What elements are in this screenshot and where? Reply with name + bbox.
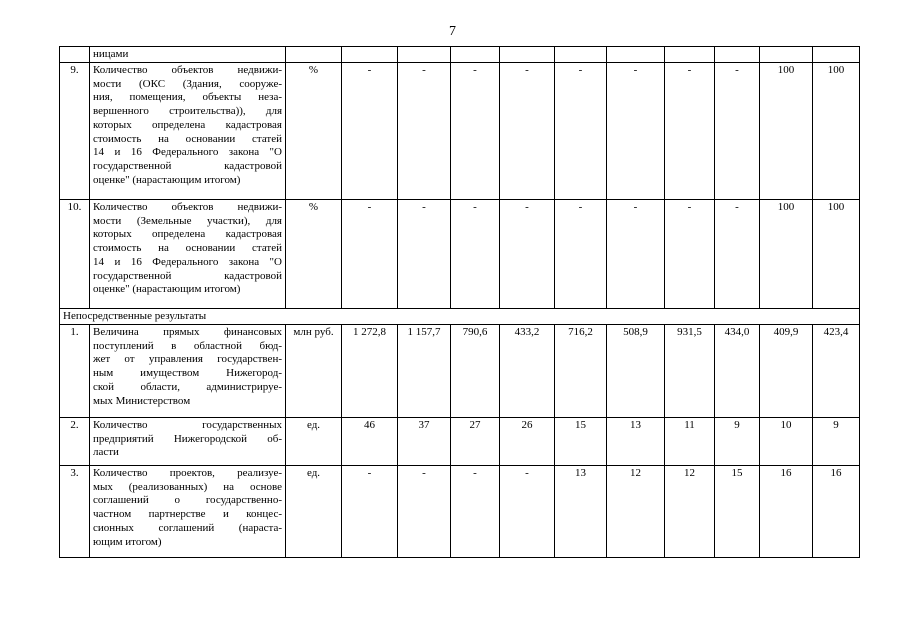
table-row (60, 418, 860, 466)
row-number: 10. (60, 200, 90, 309)
indicator-name-line: оценке" (нарастающим итогом) (93, 283, 241, 296)
value-cell (665, 47, 715, 63)
indicator-name-line: Количество проектов, реализуе- (93, 467, 282, 479)
value-cell: 16 (760, 466, 813, 558)
indicator-name (90, 325, 286, 418)
indicator-name-line: которых определена кадастровая (93, 228, 282, 241)
value-cell: 100 (813, 200, 860, 309)
row-number (60, 47, 90, 63)
value-cell: 12 (665, 466, 715, 558)
indicator-name-line: ющим итогом) (93, 535, 162, 548)
indicator-name-line: 14 и 16 Федерального закона "О (93, 146, 282, 159)
value-cell (715, 47, 760, 63)
indicator-name-line: государственной кадастровой (93, 269, 282, 282)
table-row (60, 325, 860, 418)
indicator-name-line: предприятий Нижегородской об- (93, 432, 282, 445)
value-cell: - (665, 200, 715, 309)
unit-cell: ед. (286, 466, 342, 558)
value-cell: 433,2 (500, 325, 555, 418)
value-cell: - (342, 466, 398, 558)
value-cell (500, 47, 555, 63)
value-cell: - (607, 200, 665, 309)
value-cell: 15 (715, 466, 760, 558)
value-cell: 13 (607, 418, 665, 466)
value-cell: - (665, 63, 715, 200)
indicator-name-line: Величина прямых финансовых (93, 326, 282, 338)
indicator-name-line: Количество объектов недвижи- (93, 64, 282, 76)
indicator-name-line: сионных соглашений (нараста- (93, 521, 282, 534)
unit-cell (286, 47, 342, 63)
section-row (60, 309, 860, 325)
value-cell: 716,2 (555, 325, 607, 418)
indicator-name-line: государственной кадастровой (93, 159, 282, 172)
unit-cell: % (286, 63, 342, 200)
indicator-name-line: ным имуществом Нижегород- (93, 367, 282, 380)
indicator-name-line: вершенного строительства)), для (93, 105, 282, 118)
value-cell: 46 (342, 418, 398, 466)
value-cell: 1 157,7 (398, 325, 451, 418)
indicator-name-line: поступлений в областной бюд- (93, 339, 282, 352)
indicators-table (59, 46, 860, 558)
value-cell: - (398, 200, 451, 309)
row-number: 1. (60, 325, 90, 418)
indicator-name-line: Количество объектов недвижи- (93, 201, 282, 213)
value-cell: - (398, 63, 451, 200)
indicator-name-line: соглашений о государственно- (93, 494, 282, 507)
value-cell: 15 (555, 418, 607, 466)
indicator-name-line: мости (ОКС (Здания, сооруже- (93, 77, 282, 90)
value-cell: 11 (665, 418, 715, 466)
value-cell: - (500, 200, 555, 309)
indicator-name-line: оценке" (нарастающим итогом) (93, 173, 241, 186)
value-cell: 100 (760, 63, 813, 200)
indicator-name (90, 63, 286, 200)
value-cell: 790,6 (451, 325, 500, 418)
indicator-name-line: ласти (93, 446, 119, 459)
value-cell: 9 (813, 418, 860, 466)
table-row (60, 200, 860, 309)
value-cell: - (715, 63, 760, 200)
indicator-name (90, 47, 286, 63)
value-cell: 100 (760, 200, 813, 309)
value-cell: - (555, 63, 607, 200)
indicator-name-line: мости (Земельные участки), для (93, 214, 282, 227)
value-cell: 26 (500, 418, 555, 466)
indicator-name-line: частном партнерстве и концес- (93, 508, 282, 521)
value-cell (555, 47, 607, 63)
value-cell: - (451, 200, 500, 309)
indicator-name-line: стоимость на основании статей (93, 132, 282, 145)
indicator-name-line: которых определена кадастровая (93, 118, 282, 131)
indicator-name-line: 14 и 16 Федерального закона "О (93, 255, 282, 268)
row-number: 3. (60, 466, 90, 558)
indicator-name-line: мых (реализованных) на основе (93, 480, 282, 493)
table-row-continuation (60, 47, 860, 63)
value-cell (342, 47, 398, 63)
indicator-name (90, 418, 286, 466)
value-cell: - (342, 63, 398, 200)
unit-cell: млн руб. (286, 325, 342, 418)
row-number: 2. (60, 418, 90, 466)
indicator-name (90, 200, 286, 309)
table-row (60, 466, 860, 558)
value-cell: - (451, 466, 500, 558)
value-cell: 16 (813, 466, 860, 558)
page-number: 7 (449, 24, 456, 39)
indicator-name (90, 466, 286, 558)
value-cell (451, 47, 500, 63)
value-cell (398, 47, 451, 63)
value-cell: 100 (813, 63, 860, 200)
value-cell: - (451, 63, 500, 200)
value-cell: - (342, 200, 398, 309)
indicator-name-line: жет от управления государствен- (93, 353, 282, 366)
indicator-name-line: ницами (93, 48, 129, 60)
value-cell: 13 (555, 466, 607, 558)
value-cell: 12 (607, 466, 665, 558)
section-title: Непосредственные результаты (60, 309, 860, 325)
value-cell: 931,5 (665, 325, 715, 418)
value-cell: - (555, 200, 607, 309)
value-cell: 37 (398, 418, 451, 466)
value-cell: 10 (760, 418, 813, 466)
value-cell: - (398, 466, 451, 558)
unit-cell: ед. (286, 418, 342, 466)
indicator-name-line: Количество государственных (93, 419, 282, 431)
indicator-name-line: мых Министерством (93, 394, 191, 407)
value-cell: 423,4 (813, 325, 860, 418)
value-cell: 508,9 (607, 325, 665, 418)
value-cell: 9 (715, 418, 760, 466)
value-cell (760, 47, 813, 63)
value-cell: - (715, 200, 760, 309)
row-number: 9. (60, 63, 90, 200)
unit-cell: % (286, 200, 342, 309)
value-cell (607, 47, 665, 63)
value-cell: 434,0 (715, 325, 760, 418)
value-cell: - (500, 63, 555, 200)
table-row (60, 63, 860, 200)
value-cell: 27 (451, 418, 500, 466)
indicator-name-line: стоимость на основании статей (93, 242, 282, 255)
value-cell: 409,9 (760, 325, 813, 418)
indicator-name-line: ской области, администрируе- (93, 380, 282, 393)
value-cell: - (607, 63, 665, 200)
value-cell (813, 47, 860, 63)
indicator-name-line: ния, помещения, объекты неза- (93, 91, 282, 104)
value-cell: 1 272,8 (342, 325, 398, 418)
value-cell: - (500, 466, 555, 558)
